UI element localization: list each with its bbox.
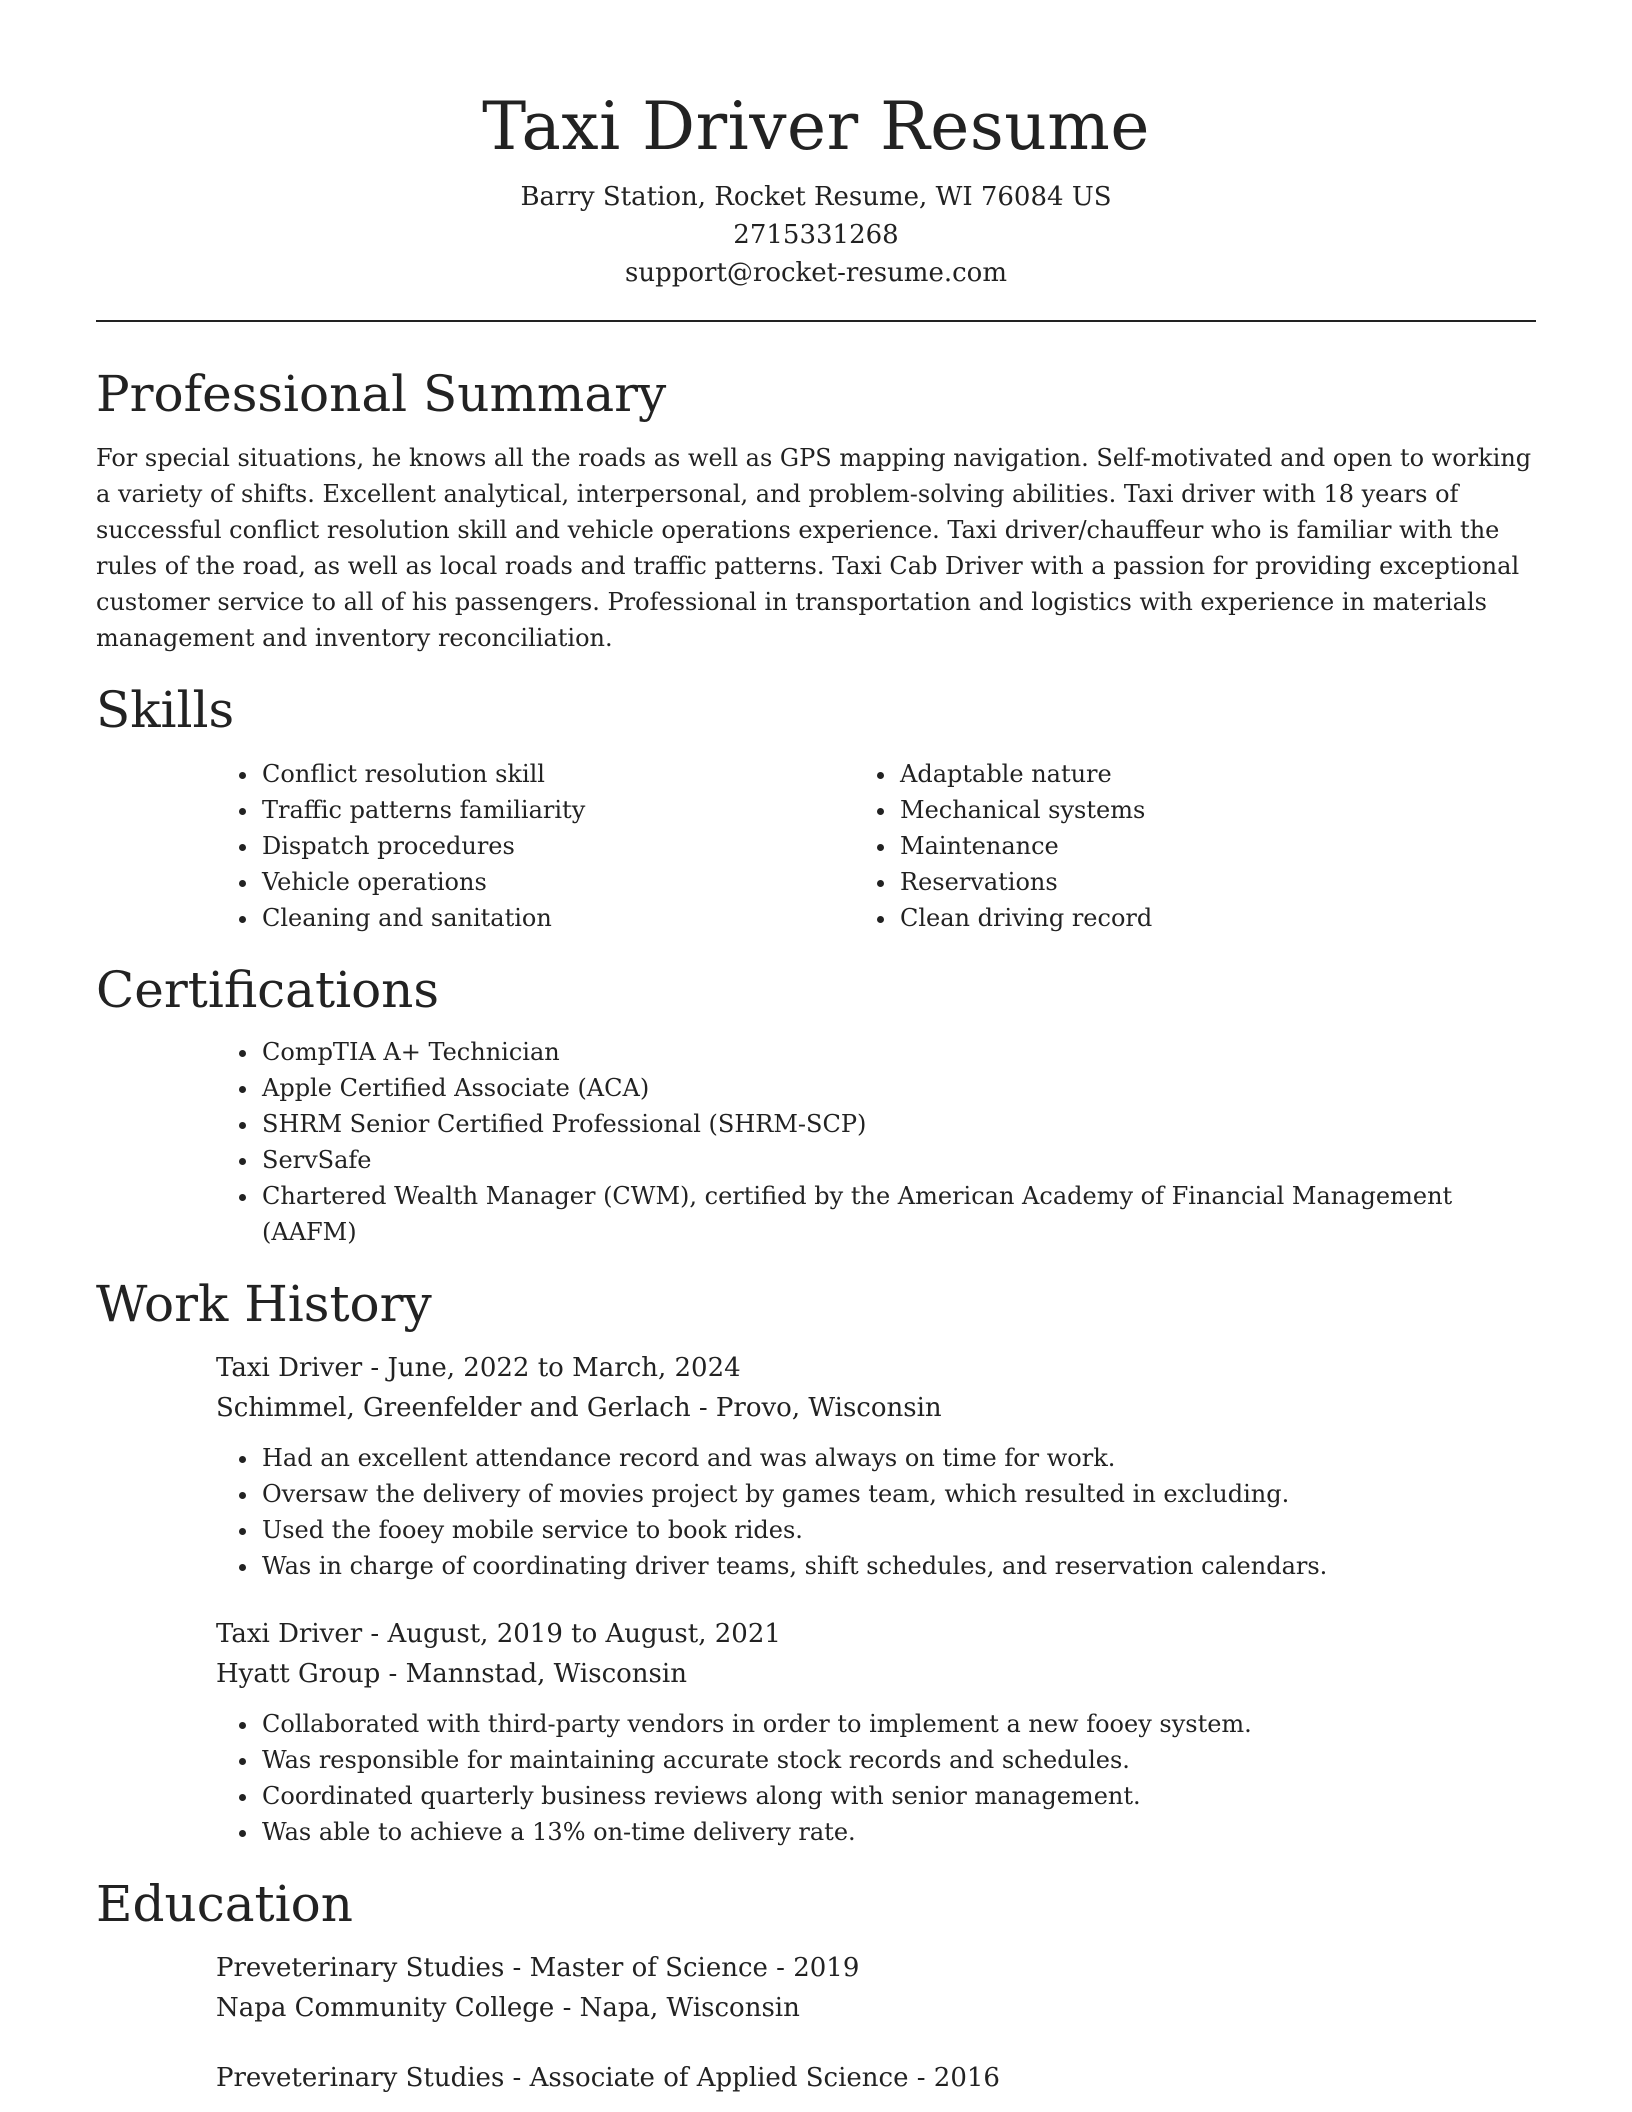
list-item: • Apple Certified Associate (ACA) bbox=[260, 1070, 1536, 1106]
list-item: • Coordinated quarterly business reviews along with senior management. bbox=[260, 1778, 1536, 1814]
job-company-line: Schimmel, Greenfelder and Gerlach - Provo, Wisconsin bbox=[216, 1393, 942, 1423]
contact-email: support@rocket-resume.com bbox=[624, 258, 1007, 288]
contact-phone: 2715331268 bbox=[733, 220, 899, 250]
job-entry bbox=[216, 1614, 1536, 1694]
education-degree-line: Preveterinary Studies - Master of Science - 2019 bbox=[216, 1953, 860, 1983]
job-company-line: Hyatt Group - Mannstad, Wisconsin bbox=[216, 1659, 687, 1689]
list-item: • CompTIA A+ Technician bbox=[260, 1034, 1536, 1070]
skills-left-column bbox=[96, 756, 898, 936]
header-divider bbox=[96, 320, 1536, 322]
list-item: • Vehicle operations bbox=[260, 864, 898, 900]
list-item: • Cleaning and sanitation bbox=[260, 900, 898, 936]
job-bullets bbox=[96, 1440, 1536, 1584]
certifications-heading: Certifications bbox=[96, 961, 440, 1019]
list-item: • Maintenance bbox=[898, 828, 1536, 864]
list-item: • ServSafe bbox=[260, 1142, 1536, 1178]
job-bullets bbox=[96, 1706, 1536, 1850]
list-item: • Reservations bbox=[898, 864, 1536, 900]
summary-text: For special situations, he knows all the roads as well as GPS mapping navigation. Self-motivated and open to working a variety of shifts. Excellent analytical, interpersonal, and problem-solving abilities. Taxi driver with 18 years of successful conflict resolution skill and vehicle operations experience. Taxi driver/chauffeur who is familiar with the rules of the road, as well as local roads and traffic patterns. Taxi Cab Driver with a passion for providing exceptional customer service to all of his passengers. Professional in transportation and logistics with experience in materials management and inventory reconciliation. bbox=[96, 444, 1532, 652]
skills-list bbox=[96, 756, 1536, 936]
list-item: • Dispatch procedures bbox=[260, 828, 898, 864]
work-history-heading: Work History bbox=[96, 1275, 432, 1333]
list-item: • Oversaw the delivery of movies project by games team, which resulted in excluding. bbox=[260, 1476, 1536, 1512]
list-item: • Collaborated with third-party vendors in order to implement a new fooey system. bbox=[260, 1706, 1536, 1742]
education-entry bbox=[216, 2058, 1536, 2098]
job-title-line: Taxi Driver - June, 2022 to March, 2024 bbox=[216, 1353, 741, 1383]
list-item: • Traffic patterns familiarity bbox=[260, 792, 898, 828]
education-entry bbox=[216, 1948, 1536, 2028]
list-item: • Clean driving record bbox=[898, 900, 1536, 936]
list-item: • Mechanical systems bbox=[898, 792, 1536, 828]
skills-heading: Skills bbox=[96, 681, 235, 739]
resume-page bbox=[96, 0, 1536, 2098]
list-item: • Adaptable nature bbox=[898, 756, 1536, 792]
list-item: • Was in charge of coordinating driver teams, shift schedules, and reservation calendars. bbox=[260, 1548, 1536, 1584]
list-item: • Had an excellent attendance record and was always on time for work. bbox=[260, 1440, 1536, 1476]
list-item: • Chartered Wealth Manager (CWM), certified by the American Academy of Financial Management (AAFM) bbox=[260, 1178, 1536, 1250]
job-title-line: Taxi Driver - August, 2019 to August, 2021 bbox=[216, 1619, 781, 1649]
summary-heading: Professional Summary bbox=[96, 365, 667, 423]
job-entry bbox=[216, 1348, 1536, 1428]
education-degree-line: Preveterinary Studies - Associate of Applied Science - 2016 bbox=[216, 2063, 1000, 2093]
certifications-list bbox=[96, 1034, 1536, 1250]
list-item: • Was responsible for maintaining accurate stock records and schedules. bbox=[260, 1742, 1536, 1778]
education-heading: Education bbox=[96, 1875, 353, 1933]
list-item: • Used the fooey mobile service to book rides. bbox=[260, 1512, 1536, 1548]
list-item: • SHRM Senior Certified Professional (SHRM-SCP) bbox=[260, 1106, 1536, 1142]
education-school-line: Napa Community College - Napa, Wisconsin bbox=[216, 1993, 800, 2023]
skills-right-column bbox=[898, 756, 1536, 936]
resume-title: Taxi Driver Resume bbox=[482, 88, 1150, 165]
list-item: • Was able to achieve a 13% on-time delivery rate. bbox=[260, 1814, 1536, 1850]
contact-address: Barry Station, Rocket Resume, WI 76084 US bbox=[520, 182, 1112, 212]
list-item: • Conflict resolution skill bbox=[260, 756, 898, 792]
contact-info bbox=[96, 178, 1536, 292]
